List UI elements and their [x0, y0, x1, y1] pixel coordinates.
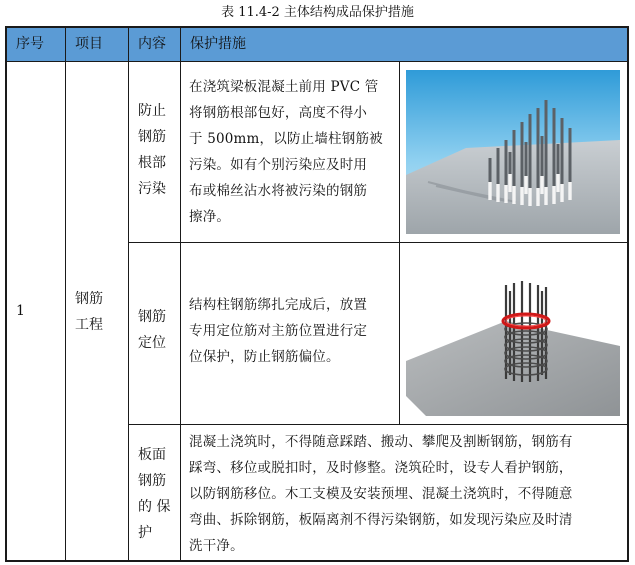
content-3-line-4: 护	[138, 525, 152, 541]
content-2-line-1: 钢筋	[138, 309, 166, 325]
col-divider-3	[180, 28, 181, 560]
image-divider-1	[399, 61, 400, 242]
measure-1-line-3: 于 500mm，以防止墙柱钢筋被	[189, 131, 383, 147]
rebar-pvc-protection-image	[406, 70, 620, 234]
header-item: 项目	[75, 36, 103, 52]
header-measure: 保护措施	[190, 36, 246, 52]
content-3-line-1: 板面	[138, 447, 166, 463]
measure-1-line-1: 在浇筑梁板混凝土前用 PVC 管	[189, 79, 379, 95]
header-content: 内容	[138, 36, 166, 52]
image-divider-2	[399, 242, 400, 424]
protection-table	[5, 26, 629, 562]
content-3-line-2: 钢筋	[138, 473, 166, 489]
measure-2-line-3: 位保护，防止钢筋偏位。	[189, 349, 340, 365]
content-1-line-2: 钢筋	[138, 129, 166, 145]
measure-3-line-5: 洗干净。	[189, 538, 244, 554]
header-no: 序号	[16, 36, 44, 52]
measure-3-line-2: 踩弯、移位或脱扣时，及时修整。浇筑砼时，设专人看护钢筋，	[189, 460, 573, 476]
col-divider-1	[65, 28, 66, 560]
header-divider	[7, 61, 627, 62]
item-label-2: 工程	[75, 317, 103, 333]
measure-3-line-1: 混凝土浇筑时，不得随意踩踏、搬动、攀爬及割断钢筋，钢筋有	[189, 434, 573, 450]
measure-1-line-6: 擦净。	[189, 209, 231, 225]
table-caption: 表 11.4-2 主体结构成品保护措施	[221, 5, 414, 20]
col-divider-2	[128, 28, 129, 560]
content-1-line-4: 污染	[138, 181, 166, 197]
content-2-line-2: 定位	[138, 335, 166, 351]
measure-2-line-2: 专用定位筋对主筋位置进行定	[189, 323, 368, 339]
content-3-line-3: 的 保	[138, 499, 171, 515]
rebar-positioning-image	[406, 251, 620, 416]
row-number: 1	[16, 303, 25, 319]
measure-3-line-4: 弯曲、拆除钢筋，板隔离剂不得污染钢筋，如发现污染应及时清	[189, 512, 573, 528]
section-divider-2	[128, 424, 627, 425]
measure-2-line-1: 结构柱钢筋绑扎完成后，放置	[189, 297, 368, 313]
item-label-1: 钢筋	[75, 291, 103, 307]
measure-3-line-3: 以防钢筋移位。木工支模及安装预埋、混凝土浇筑时，不得随意	[189, 486, 573, 502]
section-divider-1	[128, 242, 627, 243]
measure-1-line-5: 布或棉丝沾水将被污染的钢筋	[189, 183, 368, 199]
content-1-line-3: 根部	[138, 155, 166, 171]
measure-1-line-4: 污染。如有个别污染应及时用	[189, 157, 368, 173]
measure-1-line-2: 将钢筋根部包好，高度不得小	[189, 105, 368, 121]
content-1-line-1: 防止	[138, 103, 166, 119]
